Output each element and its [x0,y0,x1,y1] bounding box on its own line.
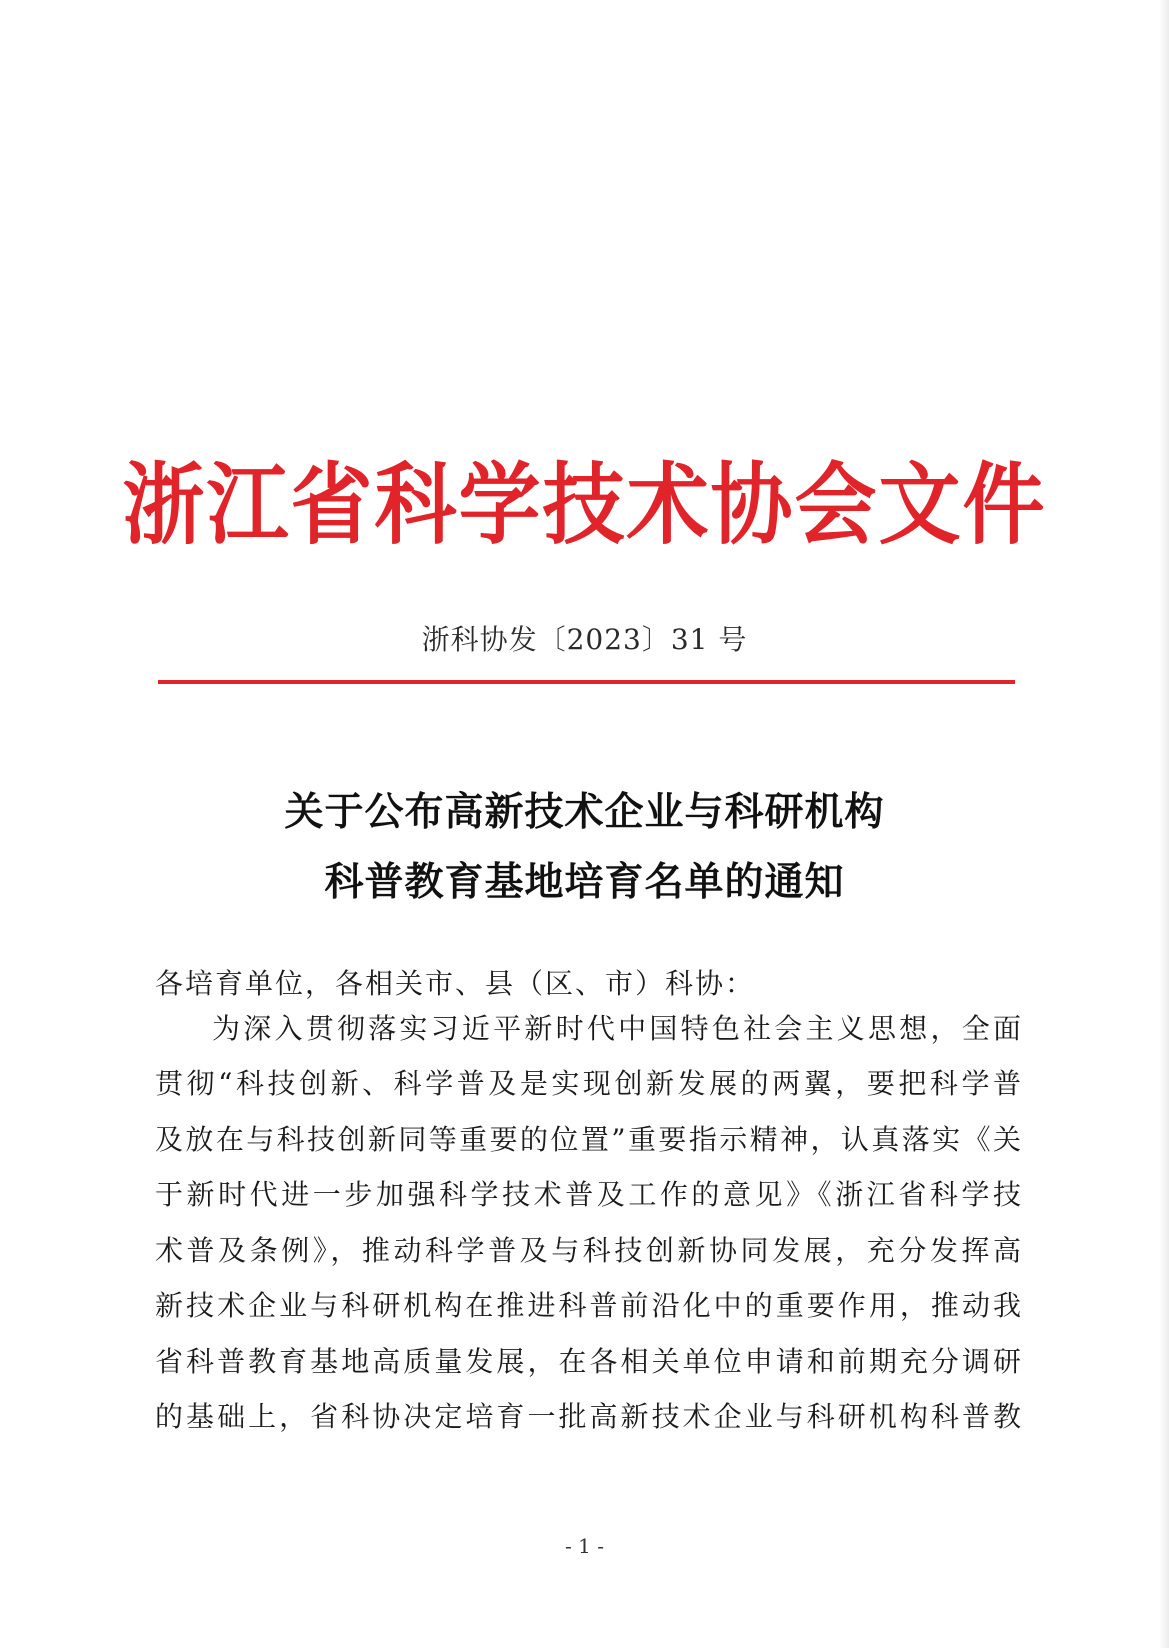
notice-title-line-2: 科普教育基地培育名单的通知 [324,860,845,905]
salutation: 各培育单位，各相关市、县（区、市）科协： [155,967,756,1000]
notice-title [0,778,1169,918]
body-line: 及放在与科技创新同等重要的位置”重要指示精神，认真落实《关 [155,1123,1021,1156]
body-line: 于新时代进一步加强科学技术普及工作的意见》《浙江省科学技 [155,1178,1021,1211]
page-number: - 1 - [565,1534,604,1558]
body-line: 为深入贯彻落实习近平新时代中国特色社会主义思想，全面 [212,1012,1021,1045]
issuing-organization-header: 浙江省科学技术协会文件 [122,454,1047,558]
body-line: 新技术企业与科研机构在推进科普前沿化中的重要作用，推动我 [155,1289,1021,1322]
red-separator-line [158,680,1015,684]
document-number: 浙科协发〔2023〕31 号 [421,623,748,656]
body-line: 术普及条例》，推动科学普及与科技创新协同发展，充分发挥高 [155,1234,1021,1267]
notice-title-line-1: 关于公布高新技术企业与科研机构 [284,790,885,835]
body-line: 贯彻“科技创新、科学普及是实现创新发展的两翼，要把科学普 [155,1067,1021,1100]
body-line: 省科普教育基地高质量发展，在各相关单位申请和前期充分调研 [155,1345,1021,1378]
body-line: 的基础上，省科协决定培育一批高新技术企业与科研机构科普教 [155,1400,1021,1433]
